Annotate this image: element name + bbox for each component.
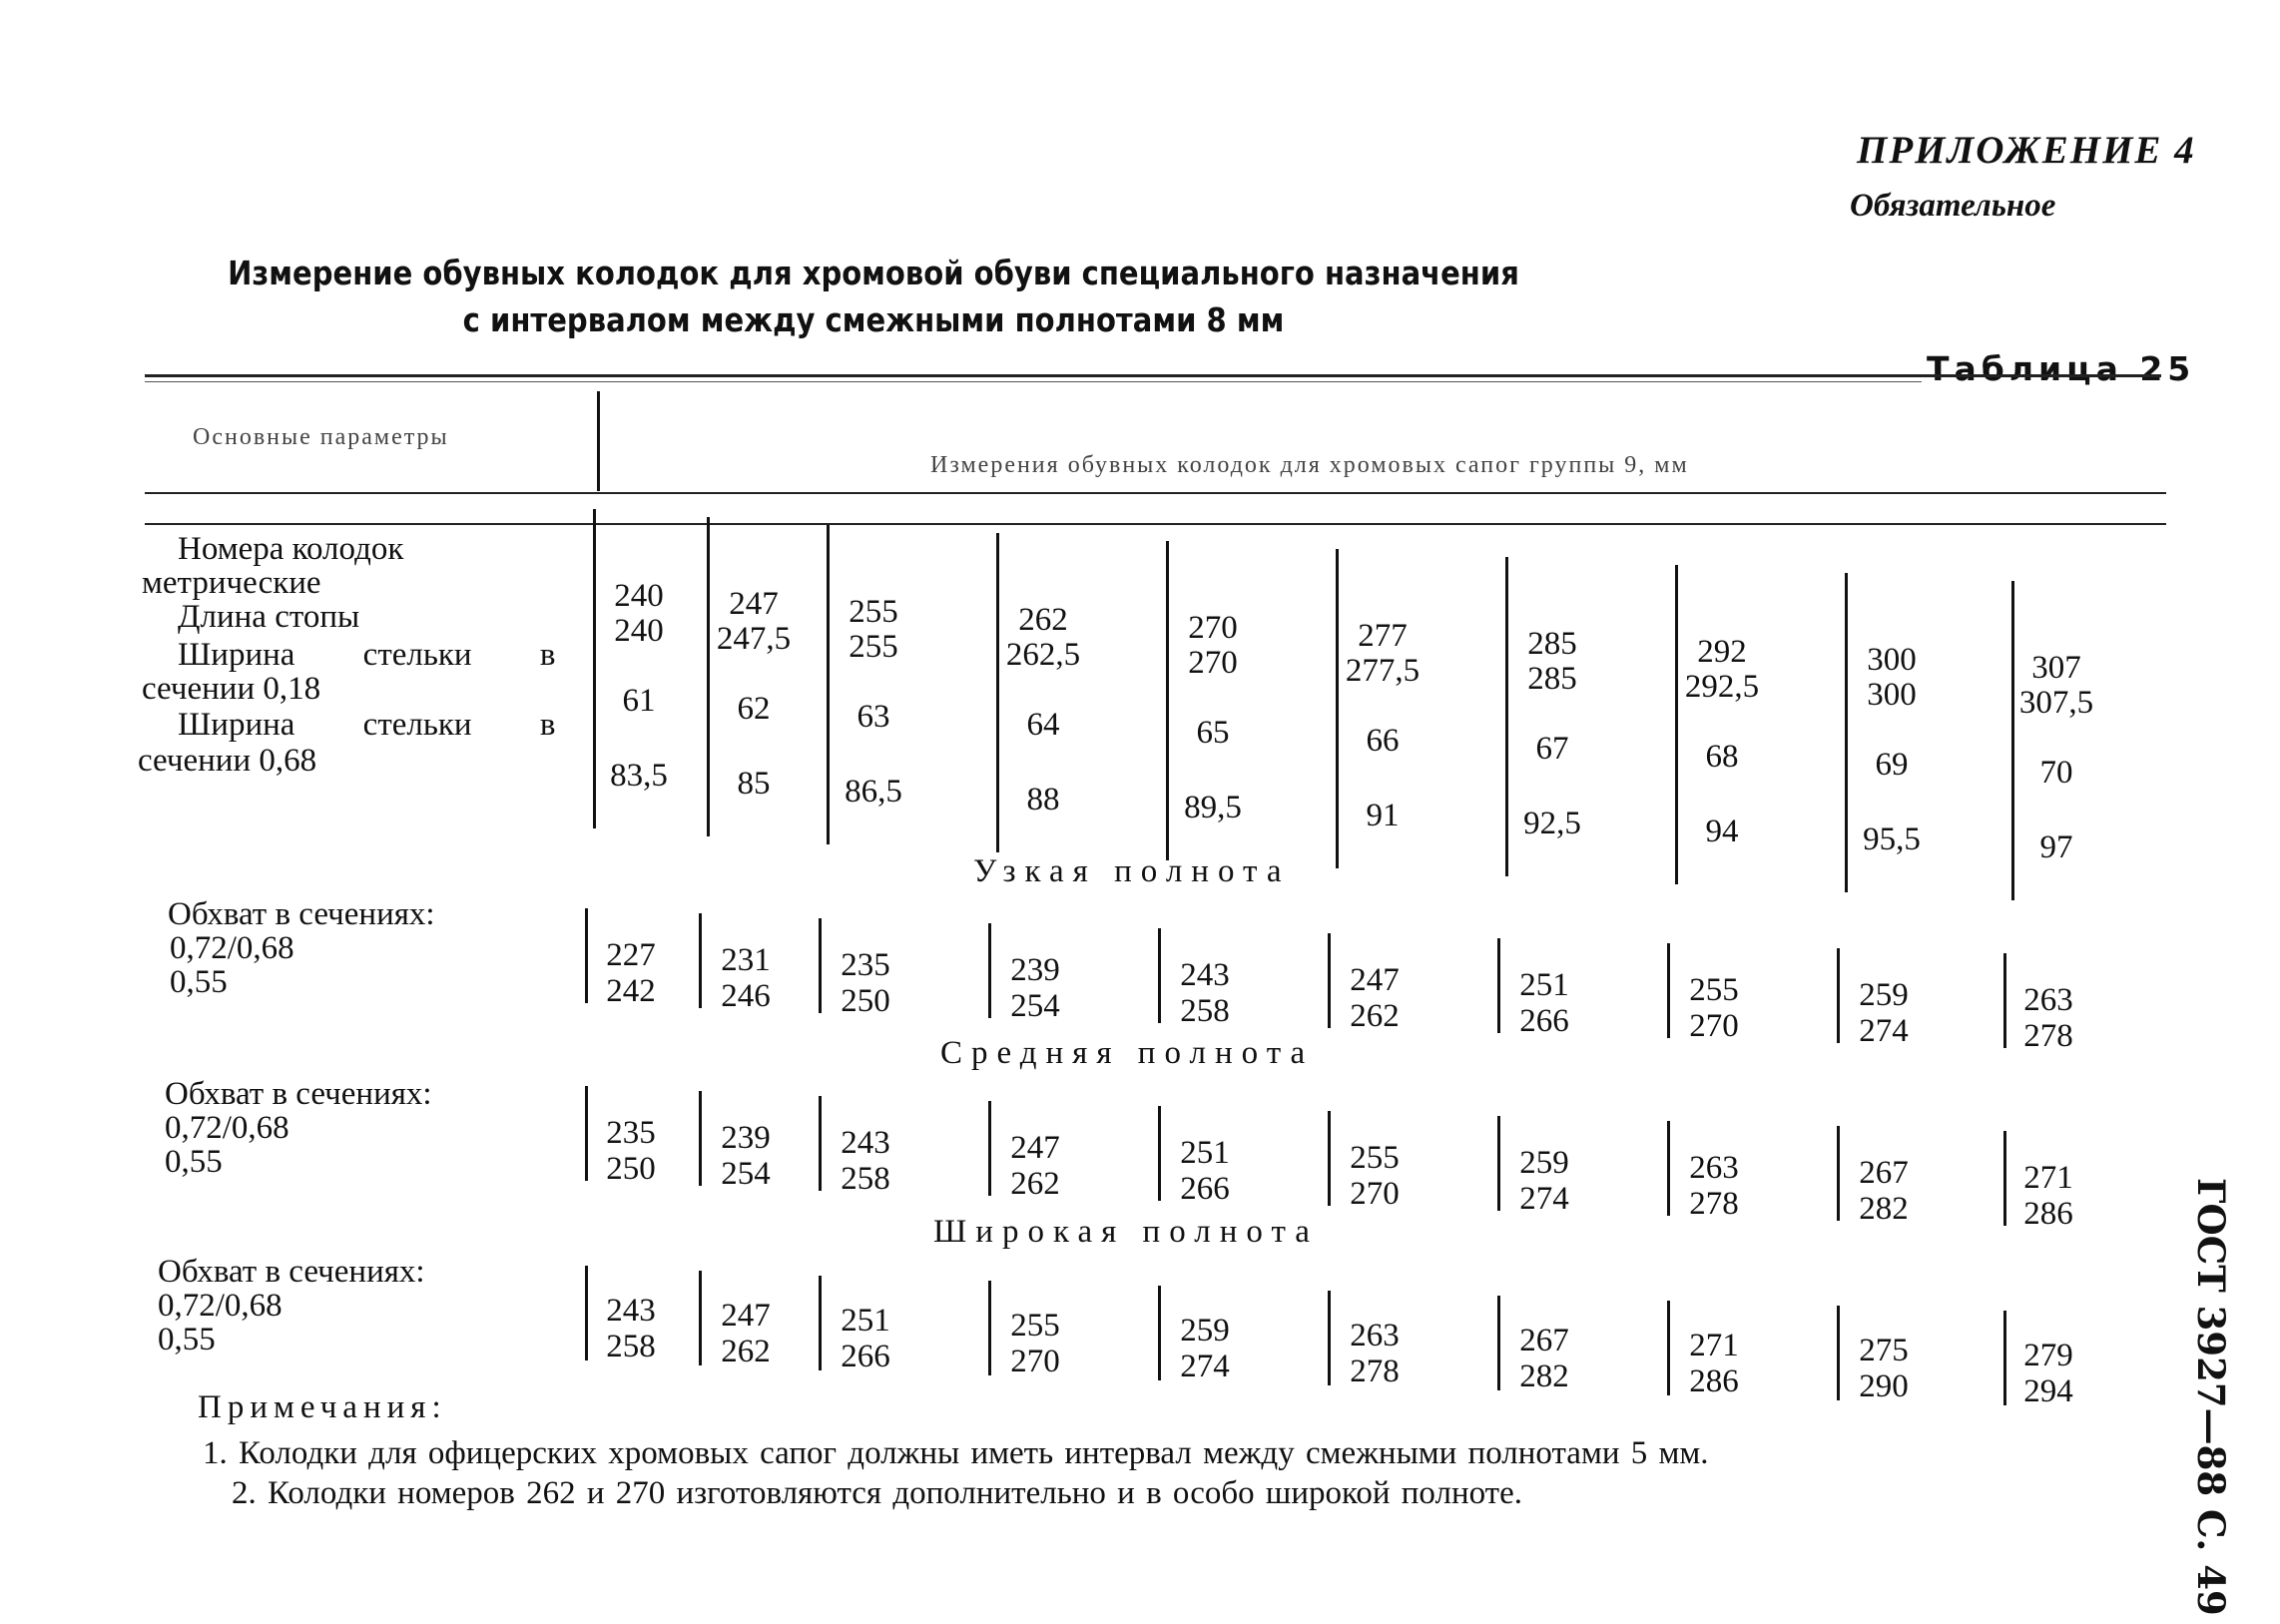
girth-label: Обхват в сечениях: <box>165 1076 432 1112</box>
appendix-status: Обязательное <box>1850 188 2056 224</box>
insole-width-018-cell: 62 <box>737 691 771 727</box>
column-divider <box>1837 1126 1840 1221</box>
column-divider <box>2003 953 2006 1048</box>
girth-055-cell: 266 <box>841 1339 890 1374</box>
girth-section-055-label: 0,55 <box>170 964 228 1000</box>
girth-072-068-cell: 259 <box>1180 1313 1230 1349</box>
column-divider <box>1158 1286 1161 1380</box>
girth-055-cell: 294 <box>2023 1373 2073 1409</box>
last-number-cell: 262 <box>1018 602 1068 638</box>
girth-072-068-cell: 263 <box>1689 1150 1739 1186</box>
column-divider <box>707 517 710 836</box>
foot-length-cell: 277,5 <box>1345 653 1421 689</box>
insole-width-068-cell: 88 <box>1026 782 1060 817</box>
insole-width-018-cell: 67 <box>1535 731 1569 767</box>
girth-055-cell: 262 <box>721 1334 771 1369</box>
girth-055-cell: 258 <box>1180 993 1230 1029</box>
girth-055-cell: 246 <box>721 978 771 1014</box>
column-divider <box>699 1271 702 1365</box>
girth-072-068-cell: 271 <box>2023 1160 2073 1196</box>
girth-055-cell: 258 <box>841 1161 890 1197</box>
girth-055-cell: 254 <box>721 1156 771 1192</box>
column-divider <box>1845 573 1848 892</box>
param-label-section-068: сечении 0,68 <box>138 743 317 779</box>
insole-width-068-cell: 83,5 <box>610 758 668 794</box>
insole-width-018-cell: 63 <box>856 699 890 735</box>
column-divider <box>2011 581 2014 900</box>
column-divider <box>819 1276 822 1370</box>
girth-sections-label: 0,72/0,68 <box>165 1110 289 1146</box>
table-top-rule-thin <box>145 381 1922 382</box>
column-divider <box>1328 933 1331 1028</box>
girth-055-cell: 274 <box>1180 1349 1230 1384</box>
column-divider <box>585 908 588 1003</box>
girth-072-068-cell: 251 <box>1180 1135 1230 1171</box>
girth-072-068-cell: 239 <box>1010 952 1060 988</box>
last-number-cell: 285 <box>1527 626 1577 662</box>
girth-072-068-cell: 275 <box>1859 1333 1909 1368</box>
header-measurements: Измерения обувных колодок для хромовых сапог группы 9, мм <box>930 452 1689 478</box>
header-bottom-rule <box>145 492 2166 494</box>
foot-length-cell: 262,5 <box>1005 637 1081 673</box>
column-divider <box>2003 1131 2006 1226</box>
note-1: 1. Колодки для офицерских хромовых сапог должны иметь интервал между смежными полнотами 5 мм. <box>203 1435 1709 1471</box>
girth-072-068-cell: 251 <box>841 1303 890 1339</box>
table-heading-line1: Измерение обувных колодок для хромовой обуви специального назначения <box>228 254 1519 292</box>
last-number-cell: 247 <box>729 586 779 622</box>
column-divider <box>1837 1306 1840 1400</box>
insole-width-018-cell: 66 <box>1366 723 1400 759</box>
param-label-metric: метрические <box>142 565 321 601</box>
girth-055-cell: 250 <box>841 983 890 1019</box>
girth-055-cell: 242 <box>606 973 656 1009</box>
girth-055-cell: 262 <box>1350 998 1400 1034</box>
girth-072-068-cell: 247 <box>721 1298 771 1334</box>
insole-width-068-cell: 97 <box>2039 829 2073 865</box>
girth-072-068-cell: 235 <box>606 1115 656 1151</box>
column-divider <box>1328 1111 1331 1206</box>
girth-072-068-cell: 255 <box>1010 1308 1060 1344</box>
girth-section-055-label: 0,55 <box>165 1144 223 1180</box>
column-divider <box>699 1091 702 1186</box>
insole-width-018-cell: 70 <box>2039 755 2073 791</box>
girth-055-cell: 258 <box>606 1329 656 1364</box>
last-number-cell: 277 <box>1358 618 1408 654</box>
column-divider <box>1166 541 1169 860</box>
column-divider <box>1837 948 1840 1043</box>
section-title-narrow: Узкая полнота <box>973 853 1291 889</box>
foot-length-cell: 247,5 <box>716 621 792 657</box>
girth-section-055-label: 0,55 <box>158 1322 216 1357</box>
girth-055-cell: 254 <box>1010 988 1060 1024</box>
column-divider <box>593 509 596 828</box>
girth-label: Обхват в сечениях: <box>168 896 435 932</box>
last-number-cell: 255 <box>849 594 898 630</box>
girth-072-068-cell: 227 <box>606 937 656 973</box>
foot-length-cell: 240 <box>614 613 664 649</box>
column-divider <box>585 1266 588 1360</box>
girth-072-068-cell: 243 <box>841 1125 890 1161</box>
last-number-cell: 300 <box>1867 642 1917 678</box>
girth-072-068-cell: 259 <box>1859 977 1909 1013</box>
insole-width-018-cell: 61 <box>622 683 656 719</box>
column-divider <box>1158 1106 1161 1201</box>
column-divider <box>1497 1116 1500 1211</box>
girth-055-cell: 282 <box>1519 1358 1569 1394</box>
last-number-cell: 270 <box>1188 610 1238 646</box>
girth-055-cell: 278 <box>1350 1353 1400 1389</box>
param-label-foot-length: Длина стопы <box>178 599 360 635</box>
column-divider <box>827 525 830 844</box>
insole-width-018-cell: 69 <box>1875 747 1909 783</box>
girth-055-cell: 250 <box>606 1151 656 1187</box>
column-divider <box>988 1101 991 1196</box>
girth-055-cell: 290 <box>1859 1368 1909 1404</box>
insole-width-068-cell: 89,5 <box>1184 790 1242 825</box>
column-divider <box>1675 565 1678 884</box>
param-label-insole-width-068: Ширина стельки в <box>178 707 556 743</box>
foot-length-cell: 292,5 <box>1684 669 1760 705</box>
girth-055-cell: 266 <box>1519 1003 1569 1039</box>
table-top-rule <box>145 374 2161 377</box>
girth-072-068-cell: 243 <box>606 1293 656 1329</box>
column-divider <box>996 533 999 852</box>
column-divider <box>585 1086 588 1181</box>
girth-072-068-cell: 263 <box>1350 1318 1400 1353</box>
girth-label: Обхват в сечениях: <box>158 1254 425 1290</box>
param-label-insole-width-018: Ширина стельки в <box>178 637 556 673</box>
column-divider <box>1497 938 1500 1033</box>
insole-width-068-cell: 85 <box>737 766 771 802</box>
girth-072-068-cell: 255 <box>1689 972 1739 1008</box>
foot-length-cell: 270 <box>1188 645 1238 681</box>
girth-055-cell: 282 <box>1859 1191 1909 1227</box>
girth-055-cell: 286 <box>2023 1196 2073 1232</box>
girth-055-cell: 270 <box>1350 1176 1400 1212</box>
girth-sections-label: 0,72/0,68 <box>170 930 294 966</box>
column-divider <box>1497 1296 1500 1390</box>
girth-055-cell: 286 <box>1689 1363 1739 1399</box>
header-params: Основные параметры <box>193 424 449 450</box>
column-divider <box>1336 549 1339 868</box>
girth-072-068-cell: 231 <box>721 942 771 978</box>
insole-width-018-cell: 65 <box>1196 715 1230 751</box>
girth-sections-label: 0,72/0,68 <box>158 1288 283 1324</box>
girth-055-cell: 278 <box>2023 1018 2073 1054</box>
girth-055-cell: 270 <box>1010 1344 1060 1379</box>
column-divider <box>1158 928 1161 1023</box>
gost-page-footer: ГОСТ 3927—88 С. 49 <box>2189 1178 2233 1616</box>
girth-072-068-cell: 259 <box>1519 1145 1569 1181</box>
last-number-cell: 240 <box>614 578 664 614</box>
girth-072-068-cell: 267 <box>1519 1323 1569 1358</box>
note-2: 2. Колодки номеров 262 и 270 изготовляются дополнительно и в особо широкой полноте. <box>232 1475 1522 1511</box>
girth-055-cell: 274 <box>1859 1013 1909 1049</box>
param-label-section-018: сечении 0,18 <box>142 671 321 707</box>
header-bottom-rule-2 <box>145 523 2166 525</box>
girth-055-cell: 278 <box>1689 1186 1739 1222</box>
girth-072-068-cell: 267 <box>1859 1155 1909 1191</box>
last-number-cell: 292 <box>1697 634 1747 670</box>
insole-width-068-cell: 86,5 <box>845 774 902 810</box>
column-divider <box>1667 1121 1670 1216</box>
param-label-numbers: Номера колодок <box>178 531 404 567</box>
girth-072-068-cell: 235 <box>841 947 890 983</box>
appendix-title: ПРИЛОЖЕНИЕ 4 <box>1857 129 2196 172</box>
column-divider <box>1667 943 1670 1038</box>
insole-width-068-cell: 95,5 <box>1863 821 1921 857</box>
column-divider <box>988 1281 991 1375</box>
insole-width-068-cell: 92,5 <box>1523 806 1581 841</box>
foot-length-cell: 307,5 <box>2018 685 2094 721</box>
girth-055-cell: 270 <box>1689 1008 1739 1044</box>
girth-072-068-cell: 263 <box>2023 982 2073 1018</box>
girth-072-068-cell: 251 <box>1519 967 1569 1003</box>
girth-072-068-cell: 255 <box>1350 1140 1400 1176</box>
girth-072-068-cell: 243 <box>1180 957 1230 993</box>
section-title-medium: Средняя полнота <box>940 1035 1315 1071</box>
insole-width-068-cell: 91 <box>1366 798 1400 833</box>
foot-length-cell: 285 <box>1527 661 1577 697</box>
insole-width-018-cell: 68 <box>1705 739 1739 775</box>
column-divider <box>1328 1291 1331 1385</box>
table-heading-line2: с интервалом между смежными полнотами 8 мм <box>462 300 1285 339</box>
girth-055-cell: 262 <box>1010 1166 1060 1202</box>
notes-title: Примечания: <box>198 1389 447 1425</box>
girth-072-068-cell: 271 <box>1689 1328 1739 1363</box>
foot-length-cell: 300 <box>1867 677 1917 713</box>
column-divider <box>1667 1301 1670 1395</box>
column-divider <box>819 918 822 1013</box>
section-title-wide: Широкая полнота <box>933 1214 1319 1250</box>
girth-055-cell: 266 <box>1180 1171 1230 1207</box>
girth-055-cell: 274 <box>1519 1181 1569 1217</box>
column-divider <box>1505 557 1508 876</box>
girth-072-068-cell: 247 <box>1350 962 1400 998</box>
foot-length-cell: 255 <box>849 629 898 665</box>
last-number-cell: 307 <box>2031 650 2081 686</box>
table-label: Таблица 25 <box>1927 349 2196 388</box>
insole-width-018-cell: 64 <box>1026 707 1060 743</box>
girth-072-068-cell: 247 <box>1010 1130 1060 1166</box>
column-divider <box>819 1096 822 1191</box>
girth-072-068-cell: 279 <box>2023 1338 2073 1373</box>
column-divider <box>699 913 702 1008</box>
column-divider <box>2003 1311 2006 1405</box>
header-divider <box>597 391 600 491</box>
girth-072-068-cell: 239 <box>721 1120 771 1156</box>
column-divider <box>988 923 991 1018</box>
insole-width-068-cell: 94 <box>1705 813 1739 849</box>
